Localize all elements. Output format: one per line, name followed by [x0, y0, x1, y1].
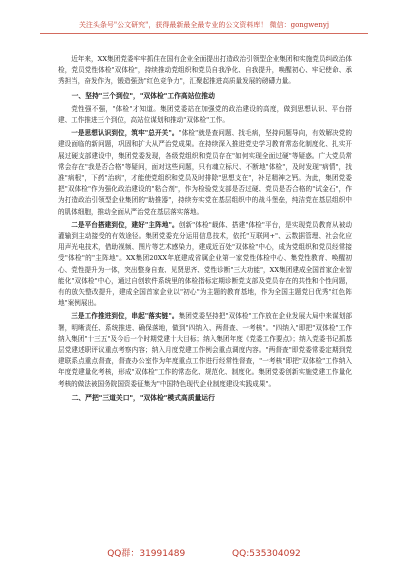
point-2-paragraph [58, 220, 352, 310]
section-2-heading: 二、严把"三道关口"，"双体检"模式高质量运行 [71, 393, 215, 402]
point-1-lead: 一是思想认识到位，筑牢"总开关"。 [71, 129, 179, 138]
document-body [58, 54, 352, 524]
point-1-body: "体检"就是查问题、找毛病，坚持问题导向，有效解决党的建设面临的新问题，巩固和扩大从严治党成果。在持续深入推进党史学习教育常态化制度化、扎实开展过硬支部建设中，集团党委发现，各级党组织和党员存在"如何实现全面过硬"等疑惑。广大党员常常会存在"我是否合格"等疑问，面对这些问题，只有魂立标尺、不断地"体检"，及时发现"病情"，找准"病根"，下药"治病"，才能使党组织和党员及时排除"思想支在"，补足精神之钙。为此，集团党委把"双体检"作为强化政治建设的"粘合剂"，作为检验党支部是否过硬、党员是否合格的"试金石"，作为打造政治引领型企业集团的"助推器"，持续夯实党在基层组织中的战斗堡垒，纯洁党在基层组织中的肌体细胞，推动全面从严治党在基层落实落地。 [58, 129, 352, 216]
point-2-lead: 二是平台搭建到位，建好"主阵地"。 [71, 220, 179, 229]
point-3-body: 集团党委坚持把"双体检"工作放在企业发展大局中来谋划部署，明晰责任、系统推进、确保落地，做到"四纳入、两督查、一考核"。"四纳入"即把"双体检"工作纳入集团"十三五"及今后一个时期党建十大目标；纳入集团年度《党委工作要点》；纳入党委书记抓基层党建述职评议重点考察内容；纳入月度党建工作例会重点调度内容。"两督查"即党委常委定期到党建联系点重点督查，督查办公室作为年度重点工作进行经常性督查，"一考核"即把"双体检"工作纳入年度党建量化考核，形成"双体检"工作的常态化、规范化、制度化。集团党委创新实施党建工作量化考核的做法被国务院国资委征集为"中国特色现代企业制度建设实践成果"。 [58, 312, 352, 388]
footer-qq-group: QQ群：31991489 [107, 549, 186, 559]
intro-paragraph: 近年来，XX集团党委牢牢抓住在国有企业全面提出打造政治引领型企业集团和实施党员纠政治体检，党员党性体检"双体检"，持续推动党组织和党员自我净化、自我提升，唤醒初心、牢记使命、承秀担当，奋发作为，锻造强劲"红色竞争力"，汇聚起推进高质量发展的磅礴力量。 [58, 55, 352, 86]
footer-qq-contact: QQ:535304092 [232, 549, 301, 559]
section-1-heading: 一、坚持"三个到位"，"双体检"工作高站位推动 [71, 91, 215, 100]
page-footer [0, 546, 408, 559]
section-1-paragraph: 党性强不强，"体检"才知道。集团党委站在加强党的政治建设的高度，做到思想认识、平台搭建、工作推进三个到位，高站位谋划和推动"双体检"工作。 [58, 104, 352, 125]
point-2-body: 创新"体检"载体、搭建"体检"平台，是实现党员教育从被动灌输到主动接受的有效途径。集团党委充分运用信息技术，依托"互联网+"、云数据管理、社会化应用声光电技术，借助视频、图片等艺术感染力，建成近百处"双体检"中心，成为党组织和党员经常接受"体检"的"主阵地"。XX集团20XX年底建成省属企业第一家党性体检中心、集党性教育、唤醒初心、党性提升为一体，突出整身自查、见贤思齐、党性诊断"三大功能"，XX集团建成全国首家企业智能化"双体检"中心，通过自创软件系统里的体检指标定期诊断党支部及党员存在的共性和个性问题，有的放矢整改提升，建成全国首家企业以"初心"为主题的教育基地，作为全国主题党日优秀"红色阵地"案例展出。 [58, 220, 352, 308]
page-header-banner: 关注头条号"公文研究"，获得最新最全最专业的公文资料库！ 微信：gongwenyj [40, 20, 368, 34]
point-3-lead: 三是工作推进到位，串起"落实链"。 [71, 312, 179, 321]
point-1-paragraph [58, 128, 352, 218]
point-3-paragraph [58, 311, 352, 389]
